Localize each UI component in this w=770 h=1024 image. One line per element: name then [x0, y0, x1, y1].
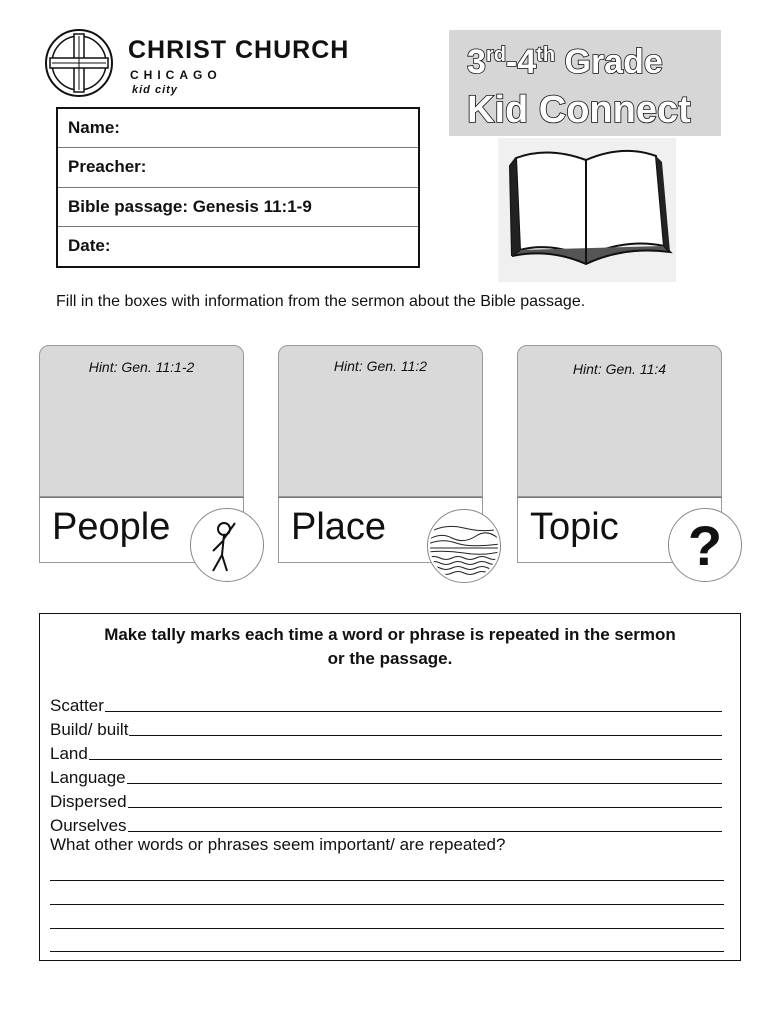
svg-text:3rd-4th Grade: 3rd-4th Grade: [467, 43, 663, 81]
people-hint: Hint: Gen. 11:1-2: [88, 359, 195, 375]
ministry-name: kid city: [132, 84, 178, 96]
open-bible-image: [498, 138, 676, 282]
open-bible-icon: [498, 138, 676, 282]
tally-row-build[interactable]: Build/ built: [50, 716, 722, 740]
tally-question: What other words or phrases seem important/ are repeated?: [50, 835, 506, 854]
preacher-label: Preacher:: [68, 157, 147, 177]
tally-row-ourselves[interactable]: Ourselves: [50, 812, 722, 836]
place-answer-box[interactable]: [278, 345, 483, 497]
info-table: [56, 107, 420, 268]
place-hint: Hint: Gen. 11:2: [333, 358, 428, 374]
answer-line[interactable]: [50, 904, 724, 905]
bible-passage-field: [58, 188, 418, 227]
cross-in-circle-icon: [44, 28, 114, 98]
grade-banner-text: [449, 30, 721, 136]
name-label: Name:: [68, 118, 120, 138]
answer-line[interactable]: [50, 951, 724, 952]
topic-hint: Hint: Gen. 11:4: [572, 361, 667, 377]
tally-row-scatter[interactable]: Scatter: [50, 692, 722, 716]
answer-line[interactable]: [50, 928, 724, 929]
church-city: CHICAGO: [130, 68, 222, 82]
grade-banner: [449, 30, 721, 136]
people-answer-box[interactable]: [39, 345, 244, 497]
topic-label: Topic: [530, 506, 619, 548]
tally-title: Make tally marks each time a word or phrase is repeated in the sermon or the passage.: [104, 625, 676, 668]
date-field[interactable]: [58, 227, 418, 266]
topic-card: [517, 345, 723, 577]
svg-text:?: ?: [687, 514, 723, 577]
tally-section: [39, 613, 741, 961]
people-card: [39, 345, 244, 563]
preacher-field[interactable]: [58, 148, 418, 187]
tally-row-land[interactable]: Land: [50, 740, 722, 764]
place-label: Place: [291, 506, 387, 548]
bible-passage-label: Bible passage: Genesis 11:1-9: [68, 196, 312, 216]
people-label: People: [52, 506, 171, 548]
tally-row-language[interactable]: Language: [50, 764, 722, 788]
tally-row-dispersed[interactable]: Dispersed: [50, 788, 722, 812]
answer-line[interactable]: [50, 880, 724, 881]
church-logo: [44, 28, 374, 100]
question-mark-icon: [668, 508, 742, 582]
banner-subtitle: Kid Connect: [467, 89, 691, 131]
topic-answer-box[interactable]: [517, 345, 722, 497]
landscape-icon: [427, 509, 501, 583]
place-card: [278, 345, 483, 563]
instructions-text: Fill in the boxes with information from the sermon about the Bible passage.: [56, 293, 586, 310]
date-label: Date:: [68, 236, 111, 256]
church-name: CHRIST CHURCH: [128, 36, 350, 64]
stick-figure-waving-icon: [190, 508, 264, 582]
name-field[interactable]: [58, 109, 418, 148]
